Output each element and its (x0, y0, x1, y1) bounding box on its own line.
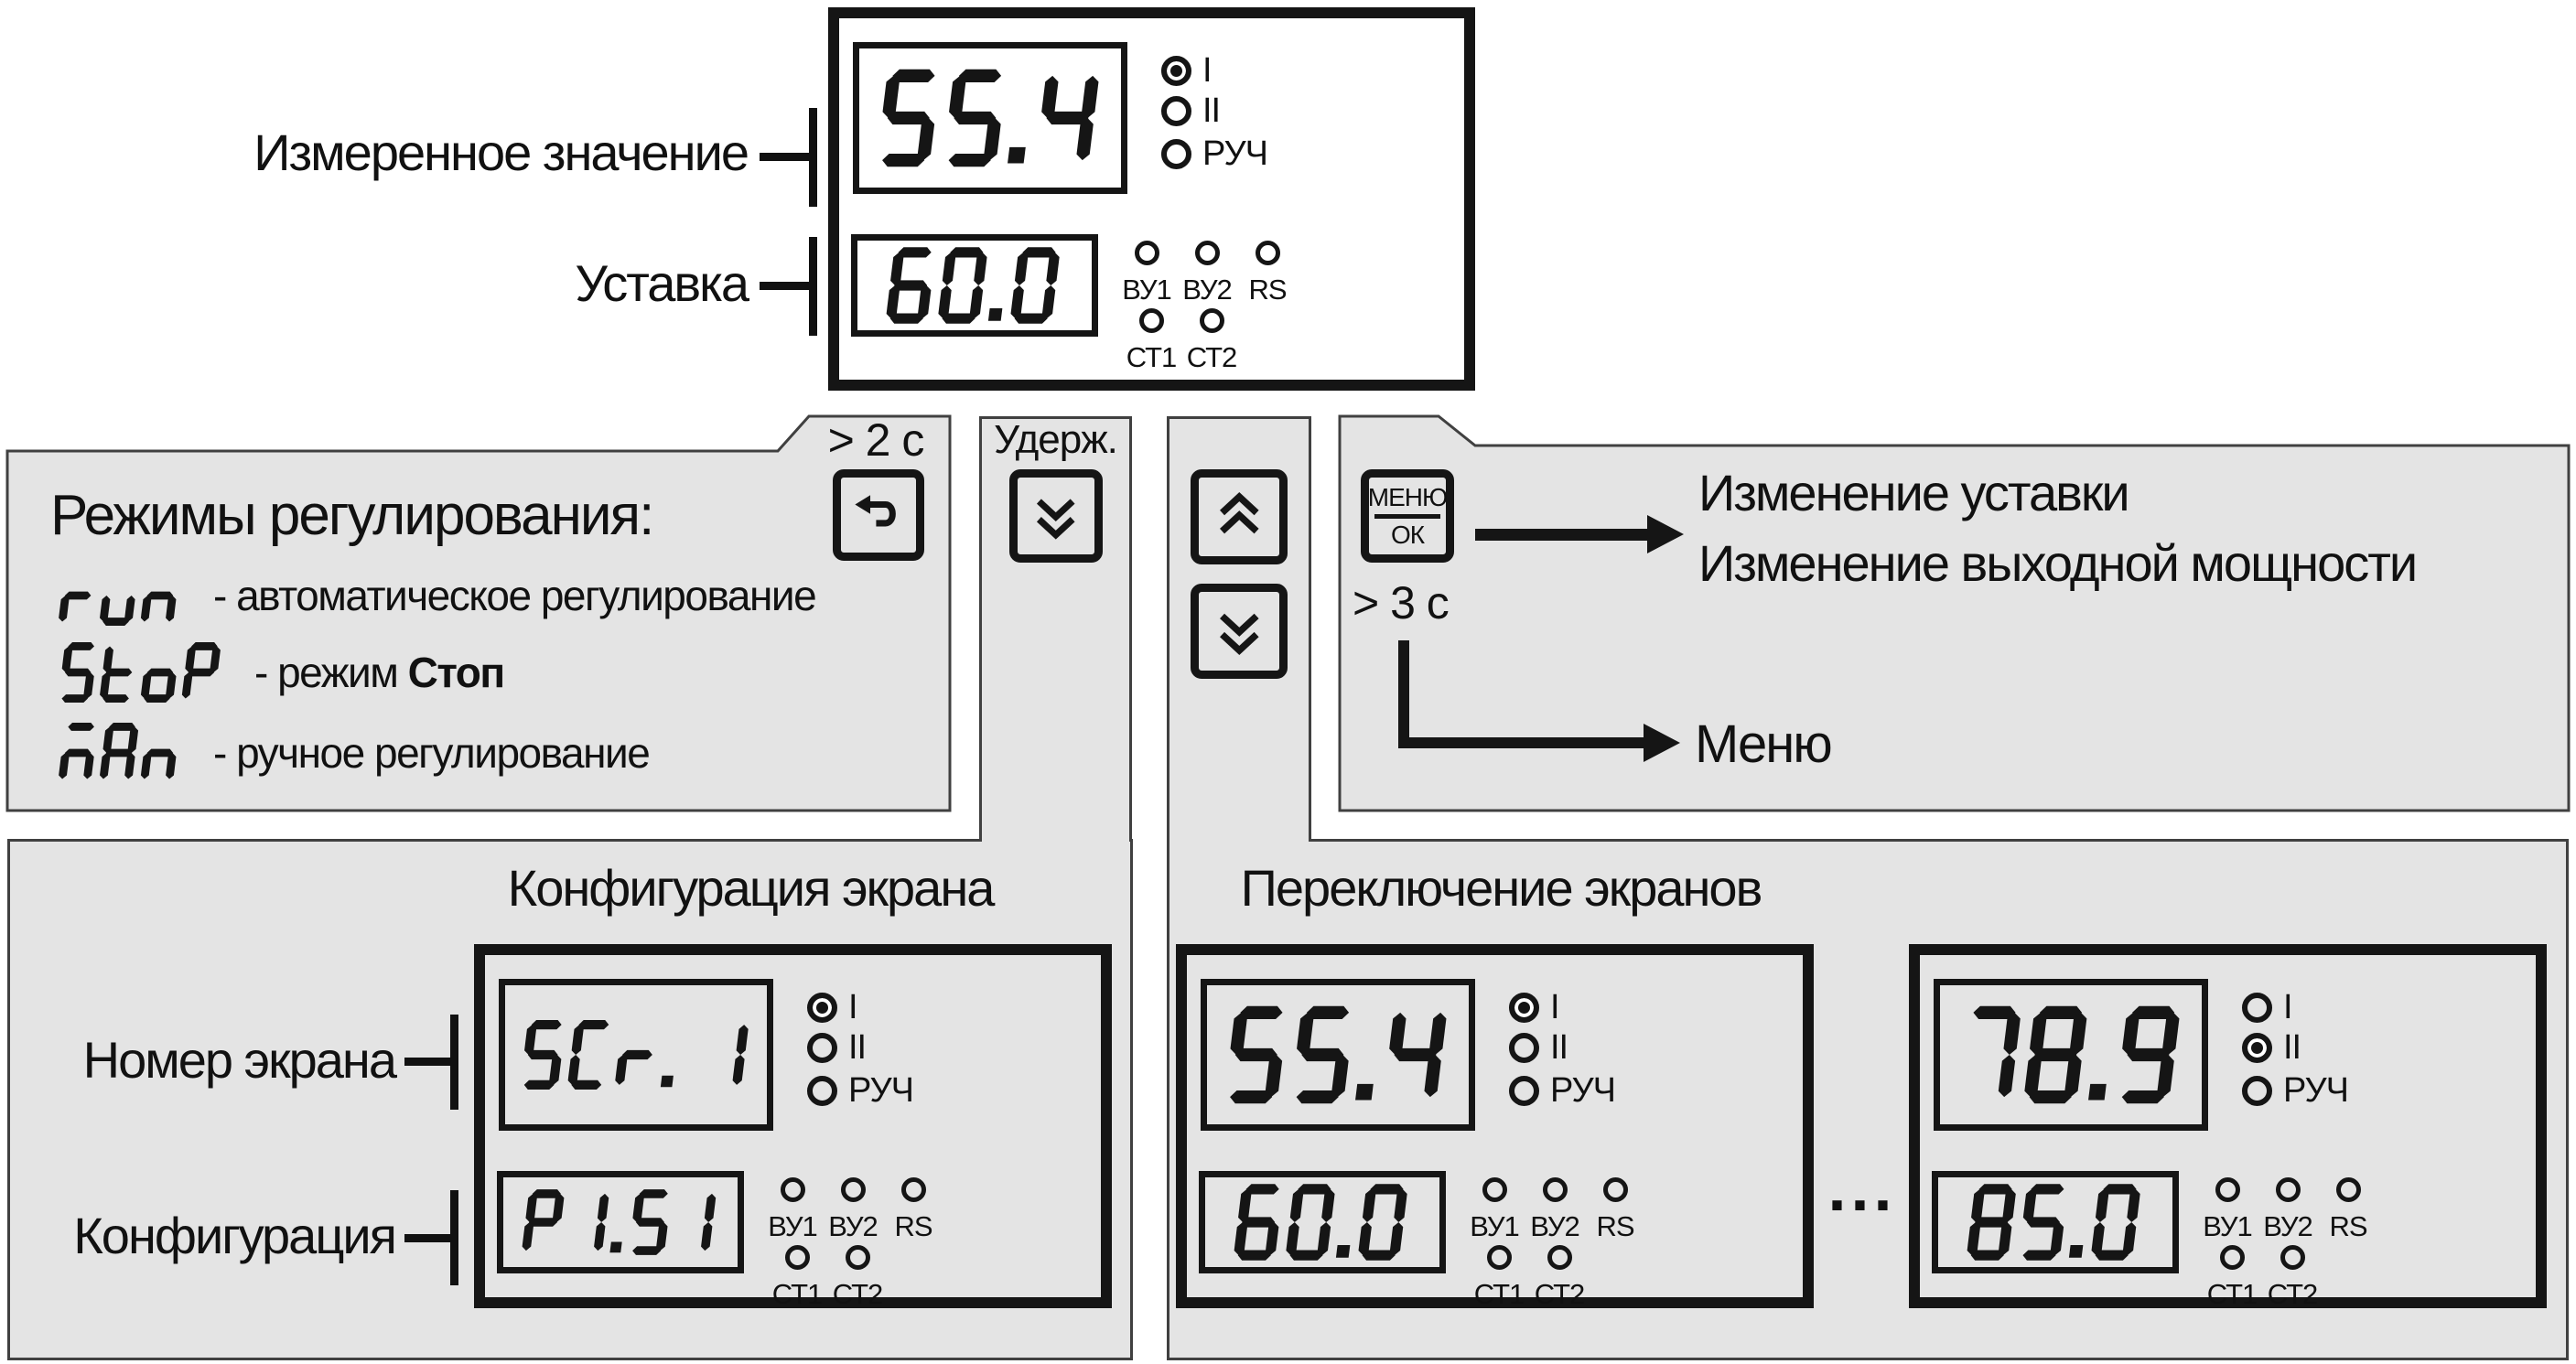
seven-seg-man-glyph (53, 721, 188, 785)
led-group-st2 (2248, 1245, 2336, 1311)
double-chevron-down-icon (1208, 600, 1271, 661)
setpoint-callout-tick (809, 237, 817, 336)
out2-led (1195, 241, 1220, 265)
led-row-manual (1161, 134, 1267, 174)
rs-led-label: RS (1248, 274, 1287, 306)
out1-led-label: ВУ1 (768, 1210, 817, 1242)
led-group-st2 (1168, 308, 1256, 374)
rs-led (1256, 241, 1280, 265)
menu-hold-time-label: > 3 с (1353, 577, 1449, 628)
screens-ellipsis: ... (1827, 1152, 1897, 1225)
mode-run-description: - автоматическое регулирование (213, 572, 816, 619)
back-hold-time-label: > 2 с (827, 414, 924, 466)
rs-led (2336, 1177, 2361, 1202)
led-row-manual (2242, 1071, 2348, 1111)
st2-led-label: СТ2 (1186, 341, 1237, 373)
seven-segment-value (1951, 1183, 2160, 1262)
manual-led-label: РУЧ (848, 1071, 913, 1110)
out2-led-label: ВУ2 (2263, 1210, 2312, 1242)
channel1-led (1161, 56, 1191, 86)
menu-arrow-line (1398, 737, 1647, 748)
setpoint-label: Уставка (575, 254, 748, 312)
manual-led (807, 1076, 837, 1106)
menu-ok-button[interactable] (1361, 469, 1454, 563)
sv-display (497, 1171, 744, 1273)
st1-led (1487, 1245, 1512, 1270)
menu-arrow-vertical-line (1398, 640, 1409, 748)
menu-ok-button-bottom-label: ОК (1390, 520, 1425, 549)
led-row-manual (1509, 1071, 1615, 1111)
configuration-label: Конфигурация (73, 1207, 395, 1264)
up-button[interactable] (1191, 469, 1288, 564)
action-line2: Изменение выходной мощности (1698, 534, 2417, 592)
out1-led-label: ВУ1 (2203, 1210, 2252, 1242)
out1-led (1482, 1177, 1507, 1202)
mode-manual-description: - ручное регулирование (213, 729, 650, 777)
hold-label: Удерж. (994, 417, 1117, 462)
return-arrow-icon (849, 486, 908, 544)
manual-led (1161, 139, 1191, 169)
st2-led (846, 1245, 870, 1270)
screen-number-callout-tick (450, 1015, 458, 1110)
out2-led (1543, 1177, 1568, 1202)
out1-led (2215, 1177, 2240, 1202)
led-group-st2 (814, 1245, 901, 1311)
double-chevron-down-icon (1026, 486, 1086, 546)
channel2-led (2242, 1033, 2272, 1063)
manual-led (2242, 1076, 2272, 1106)
led-group-rs (1571, 1177, 1659, 1243)
st2-led-label: СТ2 (1534, 1278, 1585, 1310)
channel2-led-label: II (1202, 91, 1221, 130)
configuration-callout-line (404, 1234, 452, 1242)
device-config (474, 944, 1112, 1308)
sv-display (1932, 1171, 2179, 1273)
device-screen2 (1909, 944, 2547, 1308)
pv-display (853, 42, 1127, 194)
st1-led (2220, 1245, 2245, 1270)
seven-seg-run-glyph (53, 564, 188, 628)
led-row-channel1 (2242, 988, 2292, 1027)
led-group-st2 (1515, 1245, 1603, 1311)
rs-led-label: RS (894, 1210, 932, 1242)
st1-led-label: СТ1 (771, 1278, 823, 1310)
led-group-rs (2304, 1177, 2392, 1243)
st1-led (785, 1245, 810, 1270)
out1-led (781, 1177, 805, 1202)
measured-value-label: Измеренное значение (253, 124, 748, 181)
seven-segment-value (1216, 993, 1460, 1117)
out2-led-label: ВУ2 (1530, 1210, 1579, 1242)
seven-segment-value (514, 993, 758, 1117)
back-button[interactable] (833, 469, 924, 561)
seven-segment-value (870, 246, 1079, 325)
st2-led-label: СТ2 (832, 1278, 883, 1310)
st1-led (1139, 308, 1164, 333)
channel2-led (807, 1033, 837, 1063)
setpoint-action-arrow-line (1475, 529, 1651, 541)
manual-led-label: РУЧ (2283, 1071, 2348, 1110)
down-button[interactable] (1191, 584, 1288, 679)
channel2-led-label: II (2283, 1028, 2301, 1067)
seven-segment-value (53, 564, 188, 627)
st1-led-label: СТ1 (2206, 1278, 2258, 1310)
led-row-manual (807, 1071, 913, 1111)
st1-led-label: СТ1 (1473, 1278, 1525, 1310)
led-row-channel2 (2242, 1028, 2301, 1068)
channel1-led (1509, 993, 1539, 1023)
channel1-led-label: I (1202, 51, 1212, 90)
measured-value-callout-line (760, 153, 814, 161)
st2-led (1547, 1245, 1572, 1270)
channel2-led-label: II (1550, 1028, 1568, 1067)
seven-segment-value (516, 1183, 725, 1262)
led-row-channel1 (1161, 51, 1212, 91)
led-row-channel1 (1509, 988, 1559, 1027)
led-row-channel1 (807, 988, 857, 1027)
out1-led (1135, 241, 1159, 265)
led-group-rs (1223, 241, 1311, 306)
mode-row-manual (53, 721, 649, 785)
out1-led-label: ВУ1 (1122, 274, 1171, 306)
led-row-channel2 (1161, 91, 1220, 131)
channel2-led (1161, 96, 1191, 126)
device-main (828, 7, 1475, 391)
setpoint-action-arrow-head (1647, 515, 1684, 553)
menu-ok-divider (1374, 514, 1440, 519)
out2-led (2276, 1177, 2301, 1202)
mode-row-run (53, 564, 815, 628)
mode-stop-description: - режим Стоп (254, 649, 504, 696)
st1-led-label: СТ1 (1126, 341, 1177, 373)
menu-actions-text (1698, 457, 2416, 598)
out2-led (841, 1177, 866, 1202)
channel1-led (2242, 993, 2272, 1023)
setpoint-callout-line (760, 282, 814, 290)
st2-led (2280, 1245, 2305, 1270)
control-modes-title: Режимы регулирования: (50, 484, 653, 547)
out1-led-label: ВУ1 (1470, 1210, 1519, 1242)
st2-led (1200, 308, 1224, 333)
double-chevron-up-icon (1208, 486, 1271, 547)
led-row-channel2 (807, 1028, 866, 1068)
measured-value-callout-tick (809, 108, 817, 207)
manual-led-label: РУЧ (1550, 1071, 1615, 1110)
action-line1: Изменение уставки (1698, 464, 2129, 521)
channel2-led (1509, 1033, 1539, 1063)
channel1-led-label: I (1550, 988, 1559, 1026)
pv-display (499, 979, 773, 1131)
out2-led-label: ВУ2 (1182, 274, 1232, 306)
st2-led-label: СТ2 (2267, 1278, 2318, 1310)
switch-panel-title: Переключение экранов (1240, 859, 1762, 917)
seven-segment-value (1949, 993, 2193, 1117)
menu-action-label: Меню (1695, 714, 1831, 774)
screen-number-callout-line (404, 1058, 452, 1066)
led-row-channel2 (1509, 1028, 1568, 1068)
manual-led-label: РУЧ (1202, 134, 1267, 173)
seven-segment-value (868, 56, 1112, 180)
rs-led (1603, 1177, 1628, 1202)
rs-led-label: RS (1596, 1210, 1634, 1242)
out2-led-label: ВУ2 (828, 1210, 878, 1242)
seven-segment-value (53, 641, 229, 703)
channel1-led-label: I (2283, 988, 2292, 1026)
screen-number-label: Номер экрана (82, 1031, 395, 1089)
config-panel-title: Конфигурация экрана (507, 859, 994, 917)
sv-display (1199, 1171, 1446, 1273)
pv-display (1934, 979, 2208, 1131)
sv-display (851, 234, 1098, 337)
channel1-led (807, 993, 837, 1023)
seven-segment-value (53, 722, 188, 784)
channel1-led-label: I (848, 988, 857, 1026)
rs-led (901, 1177, 926, 1202)
seven-seg-stop-glyph (53, 640, 229, 704)
pv-display (1201, 979, 1475, 1131)
configuration-callout-tick (450, 1190, 458, 1285)
manual-led (1509, 1076, 1539, 1106)
menu-arrow-head (1644, 724, 1680, 762)
channel2-led-label: II (848, 1028, 867, 1067)
seven-segment-value (1218, 1183, 1427, 1262)
menu-ok-button-top-label: МЕНЮ (1367, 482, 1448, 511)
led-group-rs (869, 1177, 957, 1243)
device-screen1 (1176, 944, 1814, 1308)
down-hold-button[interactable] (1009, 469, 1103, 563)
mode-row-stop (53, 640, 504, 704)
rs-led-label: RS (2329, 1210, 2367, 1242)
